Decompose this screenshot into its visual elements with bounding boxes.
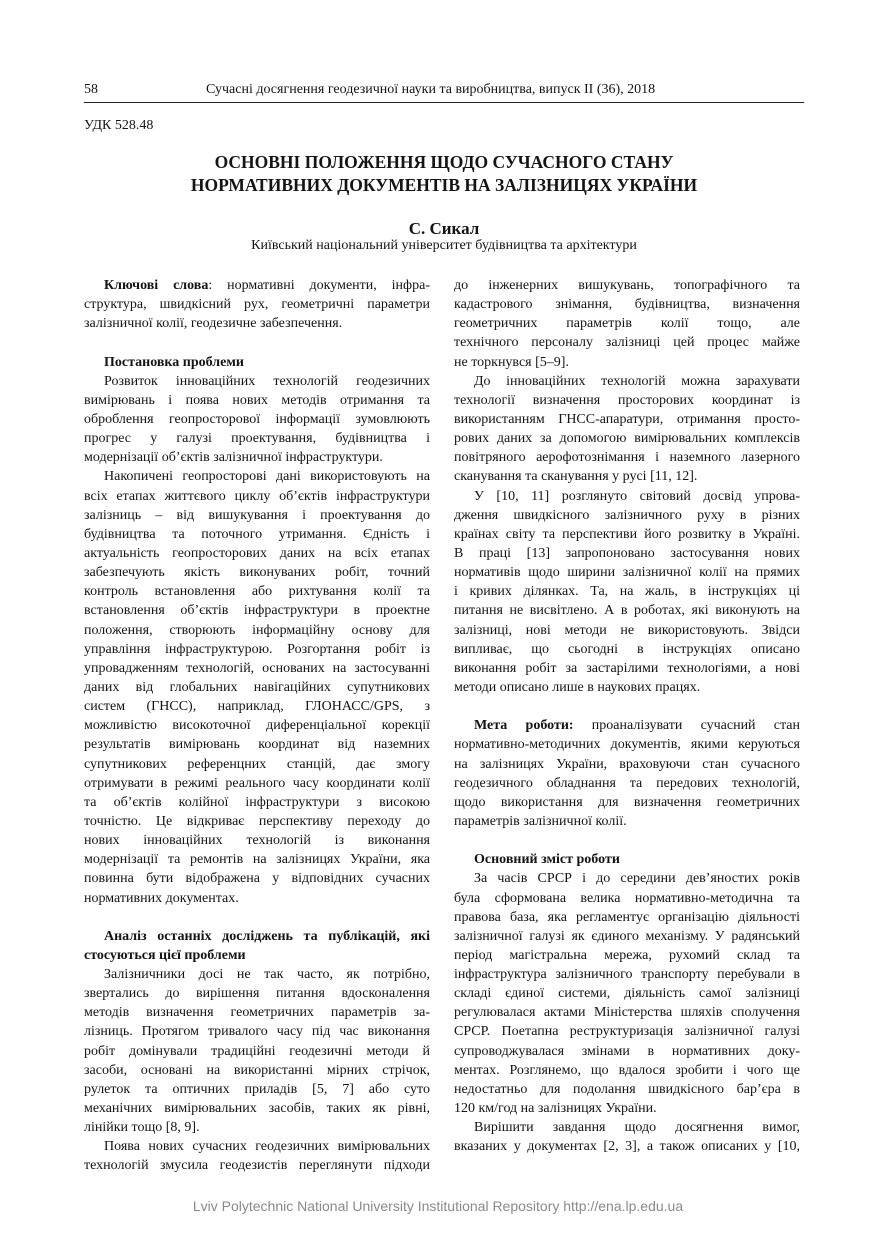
text-line: механічних вимірювальних засобів, таких як рівні, — [84, 1101, 430, 1117]
text-line: Вирішити завдання щодо досягнення вимог, — [474, 1120, 800, 1136]
right-column — [454, 276, 800, 1156]
text-line: вимірювань і поява нових методів отримання та — [84, 392, 430, 408]
text-line: модернізації об’єктів залізничної інфраструктури. — [84, 450, 383, 466]
text-line: В праці [13] запропоновано застосування нових — [454, 545, 800, 561]
text-line: та об’єктів колійної інфраструктури з високою — [84, 794, 430, 810]
text-line: Розвиток інноваційних технологій геодезичних — [104, 373, 430, 389]
text-line: складі єдиної системи, діяльність самої залізниці — [454, 986, 800, 1002]
text-line: будівництва та поточного утримання. Єдність і — [84, 526, 430, 542]
text-line: Поява нових сучасних геодезичних вимірювальних — [104, 1139, 430, 1155]
text-line: повинна бути відображена у відповідних сучасних — [84, 871, 430, 887]
text-line: результатів вимірювань координат від наземних — [84, 737, 430, 753]
text-line: даних від глобальних навігаційних супутникових — [84, 679, 430, 695]
text-line: 120 км/год на залізницях України. — [454, 1101, 657, 1117]
text-line: технологій змусила геодезистів переглянути підходи — [84, 1158, 430, 1174]
text-line: регулювалася актами Міністерства шляхів сполучення — [454, 1005, 800, 1021]
text-line: нормативів щодо ширини залізничної колії на прямих — [454, 565, 800, 581]
text-line: нормативно-методичних документів, якими керуються — [454, 737, 800, 753]
text-line: упровадженням технологій, основаних на застосуванні — [84, 660, 430, 676]
text-line: інфраструктура залізничного транспорту перебували в — [454, 967, 800, 983]
text-line: нормативних документах. — [84, 890, 239, 906]
section-heading: Аналіз останніх досліджень та публікацій, які — [104, 928, 430, 944]
text-line: супутникових референцних станцій, дає змогу — [84, 756, 430, 772]
text-line: робіт домінували традиційні геодезичні методи й — [84, 1043, 430, 1059]
text-line: залізниць – від вишукування і проектування до — [84, 507, 430, 523]
goal-line: Мета роботи: проаналізувати сучасний стан — [474, 718, 800, 734]
text-line: залізничної галузі як єдиного механізму. У радянський — [454, 928, 800, 944]
text-line: технічного персоналу залізниці цей процес майже — [454, 335, 800, 351]
text-line: точністю. Це відкриває перспективу переходу до — [84, 813, 430, 829]
section-heading: стосуються цієї проблеми — [84, 947, 246, 963]
goal-label: Мета роботи: — [474, 718, 574, 734]
text-line: була сформована велика нормативно-методична та — [454, 890, 800, 906]
text-line: супроводжувалася змінами в нормативних доку- — [454, 1043, 800, 1059]
author-affiliation: Київський національний університет будівництва та архітектури — [251, 238, 637, 253]
text-line: рових даних за допомогою вимірювальних комплексів — [454, 431, 800, 447]
text-line: За часів СРСР і до середини дев’яностих років — [474, 871, 800, 887]
title-line: НОРМАТИВНИХ ДОКУМЕНТІВ НА ЗАЛІЗНИЦЯХ УКРАЇНИ — [190, 175, 698, 195]
text-line: лінійки тощо [8, 9]. — [84, 1120, 200, 1136]
text-line: отримувати в режимі реального часу координати колії — [84, 775, 430, 791]
text-line: до інженерних вишукувань, топографічного та — [454, 278, 800, 293]
journal-title: Сучасні досягнення геодезичної науки та виробництва, випуск II (36), 2018 — [206, 82, 656, 97]
text-line: нових інноваційних технологій із виконання — [84, 833, 430, 849]
section-heading: Постановка проблеми — [104, 354, 244, 370]
keywords-line: структура, швидкісний рух, геометричні параметри — [84, 297, 430, 313]
text-line: Залізничники досі не так часто, як потрібно, — [104, 967, 430, 983]
text-line: модернізації та ремонтів на залізницях України, яка — [84, 852, 430, 868]
text-line: технології визначення просторових координат із — [454, 392, 800, 408]
text-line: і кривих ділянках. Та, на жаль, в інструкціях ці — [454, 584, 800, 600]
text-line: параметрів залізничної колії. — [454, 813, 627, 829]
text-line: СРСР. Поетапна реструктуризація залізничної галузі — [454, 1024, 800, 1040]
text-line: залізниці, нові методи не використовують. Звідси — [454, 622, 800, 638]
text-line: на залізницях України, враховуючи стан сучасного — [454, 756, 800, 772]
text-line: геометричних параметрів колії тощо, але — [454, 316, 800, 332]
keywords-line: залізничної колії, геодезичне забезпечення. — [84, 316, 343, 332]
repository-footer: Lviv Polytechnic National University Institutional Repository http://ena.lp.edu.ua — [192, 1198, 684, 1214]
text-line: питання не висвітлено. А в роботах, які виконують на — [454, 603, 800, 619]
text-line: забезпечують якість виконуваних робіт, точний — [84, 565, 430, 581]
text-line: методи описано лише в наукових працях. — [454, 679, 701, 695]
text-line: засоби, основані на використанні мірних стрічок, — [84, 1062, 430, 1078]
text-line: оброблення геопросторової інформації зумовлюють — [84, 411, 430, 427]
text-line: дження швидкісного залізничного руху в різних — [454, 507, 800, 523]
text-line: звертались до вирішення питання вдосконалення — [84, 986, 430, 1002]
text-line: виконання робіт за застарілими технологіями, а нові — [454, 660, 800, 676]
text-line: Накопичені геопросторові дані використовують на — [104, 469, 430, 485]
text-line: лізниць. Протягом тривалого часу під час виконання — [84, 1024, 430, 1040]
text-line: кадастрового знімання, будівництва, визначення — [454, 297, 800, 313]
text-line: недостатньо для подолання швидкісного бар’єра в — [454, 1081, 800, 1097]
text-line: систем (ГНСС), наприклад, ГЛОНАСС/GPS, з — [84, 699, 430, 715]
text-line: контроль встановлення або рихтування колії та — [84, 584, 430, 600]
article-title — [84, 151, 804, 197]
text-line: сканування та сканування у русі [11, 12]. — [454, 469, 698, 485]
text-line: управління інфраструктурою. Розгортання робіт із — [84, 641, 430, 657]
section-heading: Основний зміст роботи — [474, 852, 620, 868]
text-line: період магістральна мережа, рухомий склад та — [454, 947, 800, 963]
text-line: випливає, що сьогодні в інструкціях описано — [454, 641, 800, 657]
text-line: країнах світу та перспективи його розвитку в Україні. — [454, 526, 800, 542]
keywords-line: Ключові слова: нормативні документи, інфра- — [104, 278, 430, 293]
text-line: можливістю високоточної диференціальної корекції — [84, 718, 430, 734]
left-column — [84, 276, 430, 1176]
text-line: встановлення об’єктів інфраструктури в проектне — [84, 603, 430, 619]
text-line: не торкнувся [5–9]. — [454, 354, 569, 370]
text-line: геодезичного обладнання та передових технологій, — [454, 775, 800, 791]
text-line: вказаних у документах [2, 3], а також описаних у [10, — [454, 1139, 800, 1155]
keywords-label: Ключові слова — [104, 278, 209, 293]
text-line: всіх етапах життєвого циклу об’єктів інфраструктури — [84, 488, 430, 504]
text-line: прогрес у галузі проектування, будівництва і — [84, 431, 430, 447]
page-number: 58 — [84, 82, 98, 97]
text-line: До інноваційних технологій можна зарахувати — [474, 373, 800, 389]
text-line: правова база, яка регламентує організацію діяльності — [454, 909, 800, 925]
author-name: С. Сикал — [408, 219, 480, 238]
running-header — [84, 82, 804, 103]
text-line: повітряного аерофотознімання і наземного лазерного — [454, 450, 800, 466]
udc-code: УДК 528.48 — [84, 118, 154, 133]
text-line: ментах. Розглянемо, що вдалося зробити і чого ще — [454, 1062, 800, 1078]
text-line: положення, створюють інформаційну основу для — [84, 622, 430, 638]
text-line: актуальність геопросторових даних на всіх етапах — [84, 545, 430, 561]
text-line: використанням ГНСС-апаратури, отримання просто- — [454, 411, 800, 427]
text-line: У [10, 11] розглянуто світовий досвід упрова- — [474, 488, 800, 504]
title-line: ОСНОВНІ ПОЛОЖЕННЯ ЩОДО СУЧАСНОГО СТАНУ — [214, 152, 674, 172]
text-line: щодо використання для визначення геометричних — [454, 794, 800, 810]
text-line: рулеток та оптичних приладів [5, 7] або суто — [84, 1081, 430, 1097]
text-line: методів визначення геометричних параметрів за- — [84, 1005, 430, 1021]
